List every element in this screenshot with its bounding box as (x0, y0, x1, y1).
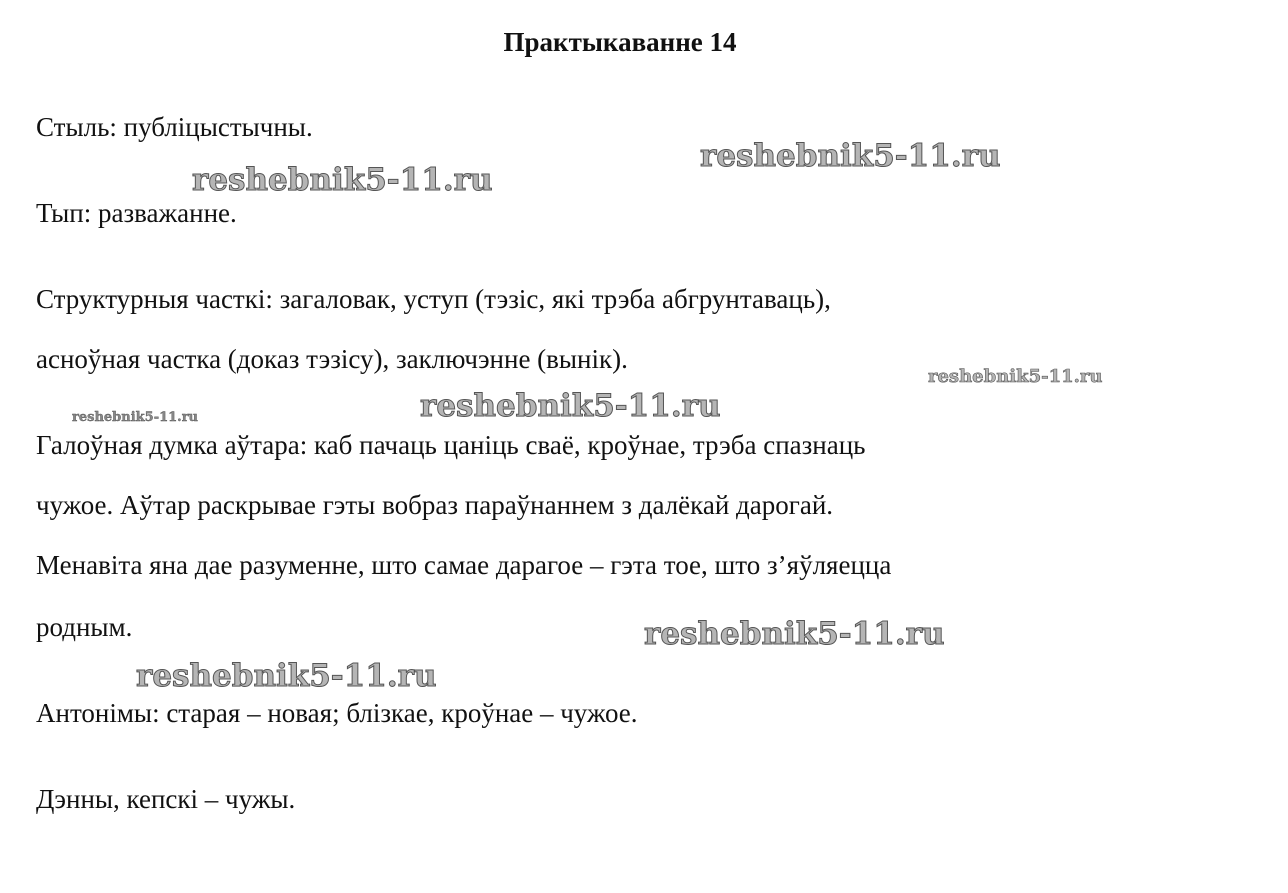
main-idea-line-1: Галоўная думка аўтара: каб пачаць цаніць сваё, кроўнае, трэба спазнаць (36, 430, 866, 460)
watermark-text: reshebnik5-11.ru (644, 616, 945, 652)
watermark-text: reshebnik5-11.ru (136, 658, 437, 694)
page-title: Практыкаванне 14 (503, 27, 737, 57)
main-idea-line-3: Менавіта яна дае разуменне, што самае дарагое – гэта тое, што з’яўляецца (36, 550, 892, 580)
antonyms-line: Антонімы: старая – новая; блізкае, кроўнае – чужое. (36, 698, 638, 728)
watermark-text: reshebnik5-11.ru (72, 410, 199, 425)
structure-line-1: Структурныя часткі: загаловак, уступ (тэзіс, які трэба абгрунтаваць), (36, 284, 831, 314)
type-line: Тып: разважанне. (36, 198, 237, 228)
extra-line: Дэнны, кепскі – чужы. (36, 784, 296, 814)
main-idea-line-2: чужое. Аўтар раскрывае гэты вобраз параўнаннем з далёкай дарогай. (36, 490, 834, 520)
watermark-text: reshebnik5-11.ru (928, 366, 1103, 387)
watermark-text: reshebnik5-11.ru (192, 162, 493, 198)
watermark-text: reshebnik5-11.ru (420, 388, 721, 424)
style-line: Стыль: публіцыстычны. (36, 112, 313, 142)
structure-line-2: асноўная частка (доказ тэзісу), заключэнне (вынік). (36, 344, 628, 374)
main-idea-line-4: родным. (36, 612, 133, 642)
watermark-text: reshebnik5-11.ru (700, 138, 1001, 174)
